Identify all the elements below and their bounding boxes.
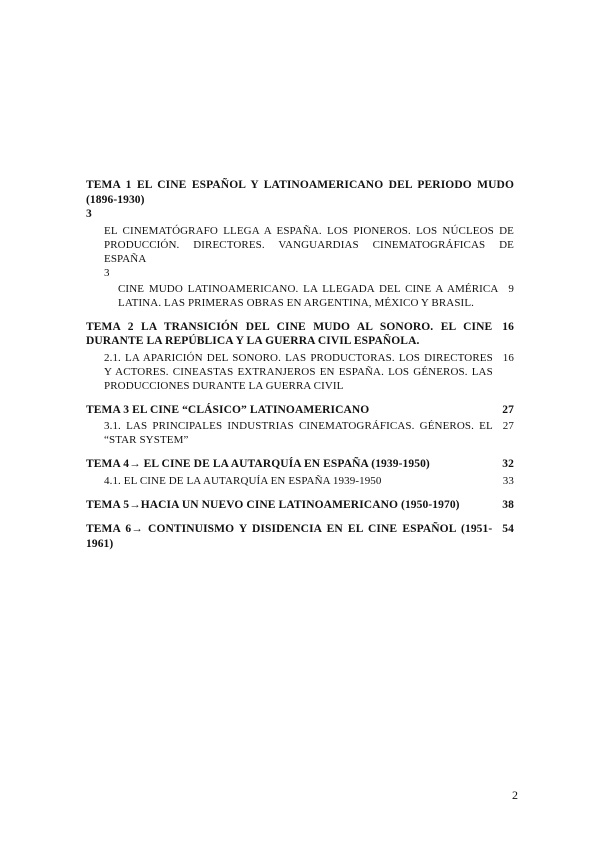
toc-entry-title: TEMA 5→HACIA UN NUEVO CINE LATINOAMERICANO (1950-1970) [86, 498, 460, 511]
toc-entry-title: EL CINEMATÓGRAFO LLEGA A ESPAÑA. LOS PIONEROS. LOS NÚCLEOS DE PRODUCCIÓN. DIRECTORES. VANGUARDIAS CINEMATOGRÁFICAS DE ESPAÑA [104, 224, 514, 265]
toc-subentry-3-1[interactable] [104, 419, 514, 447]
toc-subentry-1-2[interactable] [118, 282, 514, 310]
toc-page-number: 27 [502, 403, 514, 416]
toc-entry-title: TEMA 6→ CONTINUISMO Y DISIDENCIA EN EL CINE ESPAÑOL (1951-1961) [86, 523, 493, 550]
toc-page-number: 54 [502, 523, 514, 535]
toc-page-number: 16 [502, 351, 514, 364]
toc-entry-tema-4[interactable] [86, 457, 514, 472]
toc-subentry-1-1[interactable] [104, 224, 514, 280]
toc-page-number: 3 [104, 266, 110, 279]
toc-entry-title: TEMA 3 EL CINE “CLÁSICO” LATINOAMERICANO [86, 403, 370, 416]
toc-page-number: 3 [86, 208, 92, 220]
toc-subentry-2-1[interactable] [104, 351, 514, 393]
toc-entry-title: TEMA 1 EL CINE ESPAÑOL Y LATINOAMERICANO DEL PERIODO MUDO (1896-1930) [86, 179, 514, 206]
toc-entry-title: 4.1. EL CINE DE LA AUTARQUÍA EN ESPAÑA 1939-1950 [104, 474, 382, 487]
toc-entry-title: 2.1. LA APARICIÓN DEL SONORO. LAS PRODUCTORAS. LOS DIRECTORES Y ACTORES. CINEASTAS EXTRANJEROS EN ESPAÑA. LOS GÉNEROS. LAS PRODUCCIONES DURANTE LA GUERRA CIVIL [104, 351, 493, 392]
toc-entry-title: TEMA 4→ EL CINE DE LA AUTARQUÍA EN ESPAÑA (1939-1950) [86, 458, 430, 470]
toc-entry-tema-5[interactable] [86, 498, 514, 513]
toc-entry-title: TEMA 2 LA TRANSICIÓN DEL CINE MUDO AL SONORO. EL CINE DURANTE LA REPÚBLICA Y LA GUERRA CIVIL ESPAÑOLA. [86, 320, 493, 347]
toc-page-number: 32 [502, 458, 514, 470]
toc-entry-tema-1[interactable] [86, 178, 514, 222]
page-number-footer: 2 [512, 788, 518, 802]
toc-entry-title: CINE MUDO LATINOAMERICANO. LA LLEGADA DEL CINE A AMÉRICA LATINA. LAS PRIMERAS OBRAS EN ARGENTINA, MÉXICO Y BRASIL. [118, 282, 499, 309]
toc-page-number: 38 [502, 498, 514, 511]
toc-page-number: 27 [502, 420, 514, 432]
toc-page-number: 33 [502, 474, 514, 487]
toc-entry-title: 3.1. LAS PRINCIPALES INDUSTRIAS CINEMATOGRÁFICAS. GÉNEROS. EL “STAR SYSTEM” [104, 420, 493, 446]
table-of-contents [86, 178, 514, 551]
toc-page-number: 9 [508, 282, 514, 295]
toc-entry-tema-3[interactable] [86, 403, 514, 418]
toc-subentry-4-1[interactable] [104, 474, 514, 488]
toc-entry-tema-6[interactable] [86, 522, 514, 551]
toc-page-number: 16 [502, 320, 514, 333]
toc-entry-tema-2[interactable] [86, 320, 514, 349]
